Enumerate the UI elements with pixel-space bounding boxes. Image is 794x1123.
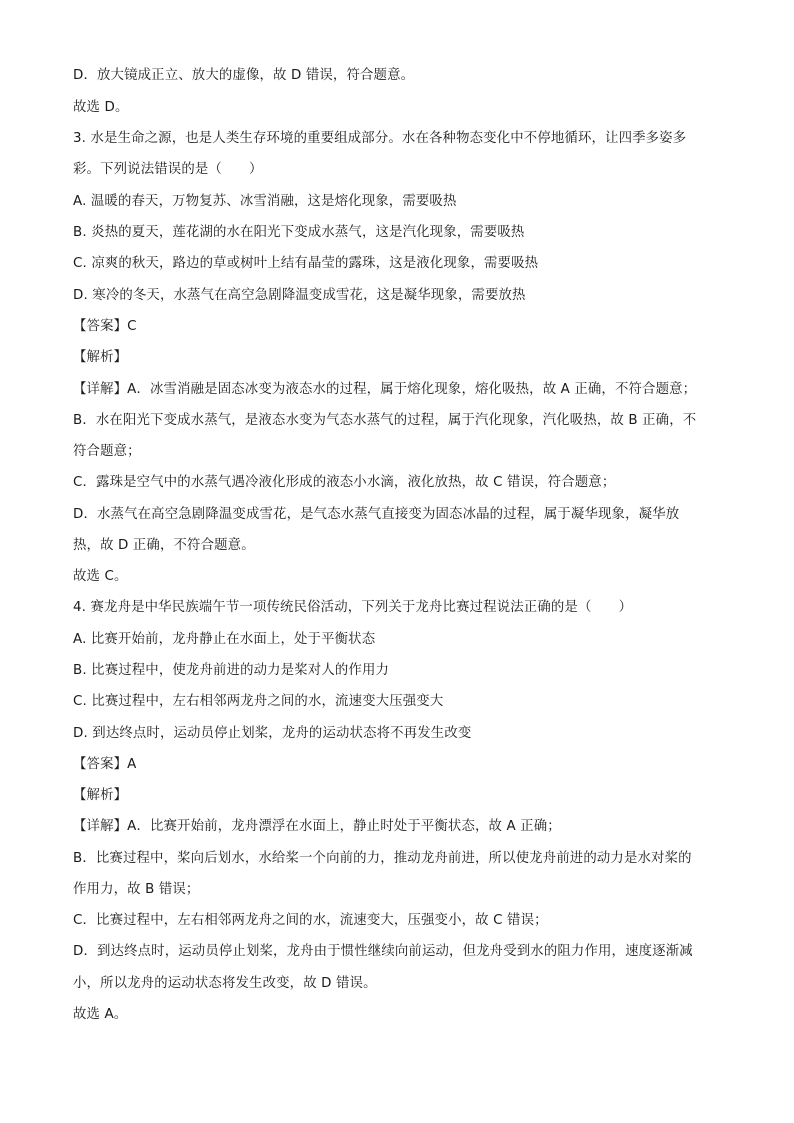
q3-option-a: A. 温暖的春天，万物复苏、冰雪消融，这是熔化现象，需要吸热 <box>73 194 457 209</box>
q3-stem-line1: 3. 水是生命之源，也是人类生存环境的重要组成部分。水在各种物态变化中不停地循环，让四季多姿多 <box>73 131 687 146</box>
q4-detail-b-line1: B．比赛过程中，桨向后划水，水给桨一个向前的力，推动龙舟前进，所以使龙舟前进的动力是水对桨的 <box>73 851 692 866</box>
q4-option-b: B. 比赛过程中，使龙舟前进的动力是桨对人的作用力 <box>73 663 390 678</box>
q3-conclusion: 故选 C。 <box>73 569 128 584</box>
q4-detail-c: C．比赛过程中，左右相邻两龙舟之间的水，流速变大，压强变小，故 C 错误； <box>73 913 548 928</box>
q3-answer: 【答案】C <box>73 319 137 334</box>
q4-detail-d-line1: D．到达终点时，运动员停止划桨，龙舟由于惯性继续向前运动，但龙舟受到水的阻力作用，速度逐渐减 <box>73 944 693 959</box>
q3-option-d: D. 寒冷的冬天，水蒸气在高空急剧降温变成雪花，这是凝华现象，需要放热 <box>73 288 526 303</box>
q4-detail-b-line2: 作用力，故 B 错误； <box>73 882 200 897</box>
q3-detail-d-line1: D．水蒸气在高空急剧降温变成雪花，是气态水蒸气直接变为固态冰晶的过程，属于凝华现象，凝华放 <box>73 507 680 522</box>
q3-detail-b-line1: B．水在阳光下变成水蒸气，是液态水变为气态水蒸气的过程，属于汽化现象，汽化吸热，故 B 正确，不 <box>73 413 697 428</box>
q3-detail-c: C．露珠是空气中的水蒸气遇冷液化形成的液态小水滴，液化放热，故 C 错误，符合题意； <box>73 475 616 490</box>
q3-detail-d-line2: 热，故 D 正确，不符合题意。 <box>73 538 255 553</box>
q3-detail-a: 【详解】A．冰雪消融是固态冰变为液态水的过程，属于熔化现象，熔化吸热，故 A 正确，不符合题意； <box>73 382 697 397</box>
q4-detail-d-line2: 小，所以龙舟的运动状态将发生改变，故 D 错误。 <box>73 976 377 991</box>
q4-answer: 【答案】A <box>73 757 137 772</box>
q4-conclusion: 故选 A。 <box>73 1007 128 1022</box>
q3-stem-line2: 彩。下列说法错误的是（ ） <box>73 162 263 177</box>
q4-stem: 4. 赛龙舟是中华民族端午节一项传统民俗活动，下列关于龙舟比赛过程说法正确的是（ ） <box>73 600 633 615</box>
q2-option-d-explanation: D．放大镜成正立、放大的虚像，故 D 错误，符合题意。 <box>73 68 415 83</box>
q4-option-d: D. 到达终点时，运动员停止划桨，龙舟的运动状态将不再发生改变 <box>73 726 472 741</box>
q3-option-b: B. 炎热的夏天，莲花湖的水在阳光下变成水蒸气，这是汽化现象，需要吸热 <box>73 225 525 240</box>
q3-option-c: C. 凉爽的秋天，路边的草或树叶上结有晶莹的露珠，这是液化现象，需要吸热 <box>73 256 539 271</box>
q4-option-c: C. 比赛过程中，左右相邻两龙舟之间的水，流速变大压强变大 <box>73 694 444 709</box>
q3-detail-b-line2: 符合题意； <box>73 444 141 459</box>
q3-analysis-heading: 【解析】 <box>73 350 128 365</box>
q4-analysis-heading: 【解析】 <box>73 788 128 803</box>
q2-conclusion: 故选 D。 <box>73 100 129 115</box>
q4-detail-a: 【详解】A．比赛开始前，龙舟漂浮在水面上，静止时处于平衡状态，故 A 正确； <box>73 819 561 834</box>
q4-option-a: A. 比赛开始前，龙舟静止在水面上，处于平衡状态 <box>73 632 376 647</box>
